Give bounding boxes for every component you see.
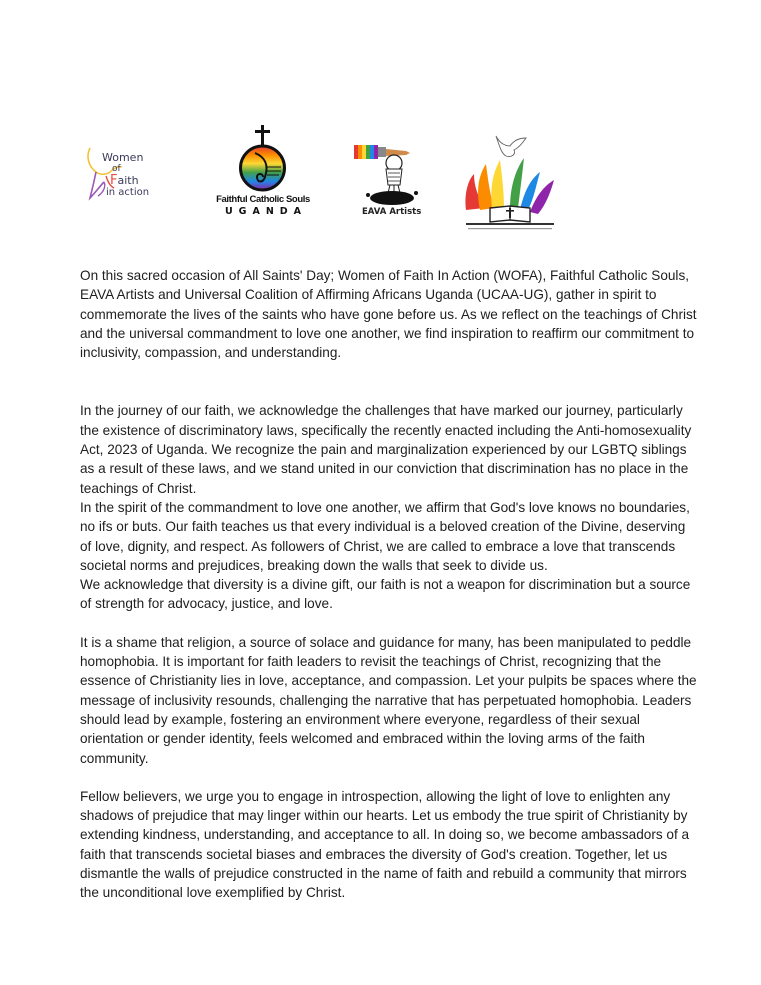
wofa-wordmark (102, 152, 149, 198)
wofa-faith-rest: aith (117, 174, 139, 187)
paragraph-spacer (80, 768, 700, 787)
paragraph-intro: On this sacred occasion of All Saints' Day; Women of Faith In Action (WOFA), Faithful Catholic Souls, EAVA Artists and Universal Coalition of Affirming Africans Uganda (UCAA-UG), gather in spirit to commemorate the lives of the saints who have gone before us. As we reflect on the teachings of Christ and the universal commandment to love one another, we find inspiration to reaffirm our commitment to inclusivity, compassion, and understanding. (80, 268, 697, 361)
wofa-line-in-action: in action (106, 186, 150, 198)
paragraph-appeal: Fellow believers, we urge you to engage in introspection, allowing the light of love to enlighten any shadows of prejudice that may linger within our hearts. Let us embody the true spirit of Christianity by extending kindness, understanding, and acceptance to all. In doing so, we become ambassadors of a faith that transcends societal biases and embraces the diversity of God's creation. Together, let us dismantle the walls of prejudice constructed in the name of faith and rebuild a community that mirrors the unconditional love exemplified by Christ. (80, 788, 690, 901)
dove-flame-bible-icon (462, 130, 558, 235)
logo-row (0, 0, 761, 250)
fcs-name: Faithful Catholic Souls (216, 194, 310, 205)
eava-name: EAVA Artists (362, 207, 422, 217)
paragraph-commandment: In the spirit of the commandment to love one another, we affirm that God's love knows no boundaries, no ifs or buts. Our faith teaches us that every individual is a beloved creation of the Divine, deserving of love, dignity, and respect. As followers of Christ, we are called to embrace a love that transcends societal norms and prejudices, breaking down the walls that seek to divide us. (80, 499, 690, 573)
wofa-line-faith (102, 175, 149, 187)
paintbrush-fist-icon (352, 143, 427, 207)
wofa-initial: F (110, 173, 118, 188)
wofa-line-women: Women (102, 151, 144, 164)
statement-body (80, 266, 700, 903)
fcs-logo (215, 123, 311, 218)
paragraph-diversity: We acknowledge that diversity is a divine gift, our faith is not a weapon for discrimination but a source of strength for advocacy, justice, and love. (80, 577, 691, 612)
wofa-line-of: of (112, 163, 121, 174)
fcs-subtitle: UGANDA (224, 206, 308, 217)
ucaa-logo (462, 130, 558, 235)
wofa-logo (84, 142, 174, 207)
paragraph-spacer (80, 614, 700, 633)
eava-logo (352, 143, 427, 221)
paragraph-journey: In the journey of our faith, we acknowledge the challenges that have marked our journey, particularly the existence of discriminatory laws, specifically the recently enacted including the Anti-homosexuality Act, 2023 of Uganda. We recognize the pain and marginalization experienced by our LGBTQ siblings as a result of these laws, and we stand united in our conviction that discrimination has no place in the teachings of Christ. (80, 403, 692, 496)
paragraph-shame: It is a shame that religion, a source of solace and guidance for many, has been manipulated to peddle homophobia. It is important for faith leaders to revisit the teachings of Christ, recognizing that the essence of Christianity lies in love, acceptance, and compassion. Let your pulpits be spaces where the message of inclusivity resounds, challenging the narrative that has perpetuated homophobia. Leaders should lead by example, fostering an environment where everyone, regardless of their sexual orientation or gender identity, feels welcomed and embraced within the loving arms of the faith community. (80, 634, 697, 766)
rainbow-cross-emblem-icon (215, 123, 311, 193)
